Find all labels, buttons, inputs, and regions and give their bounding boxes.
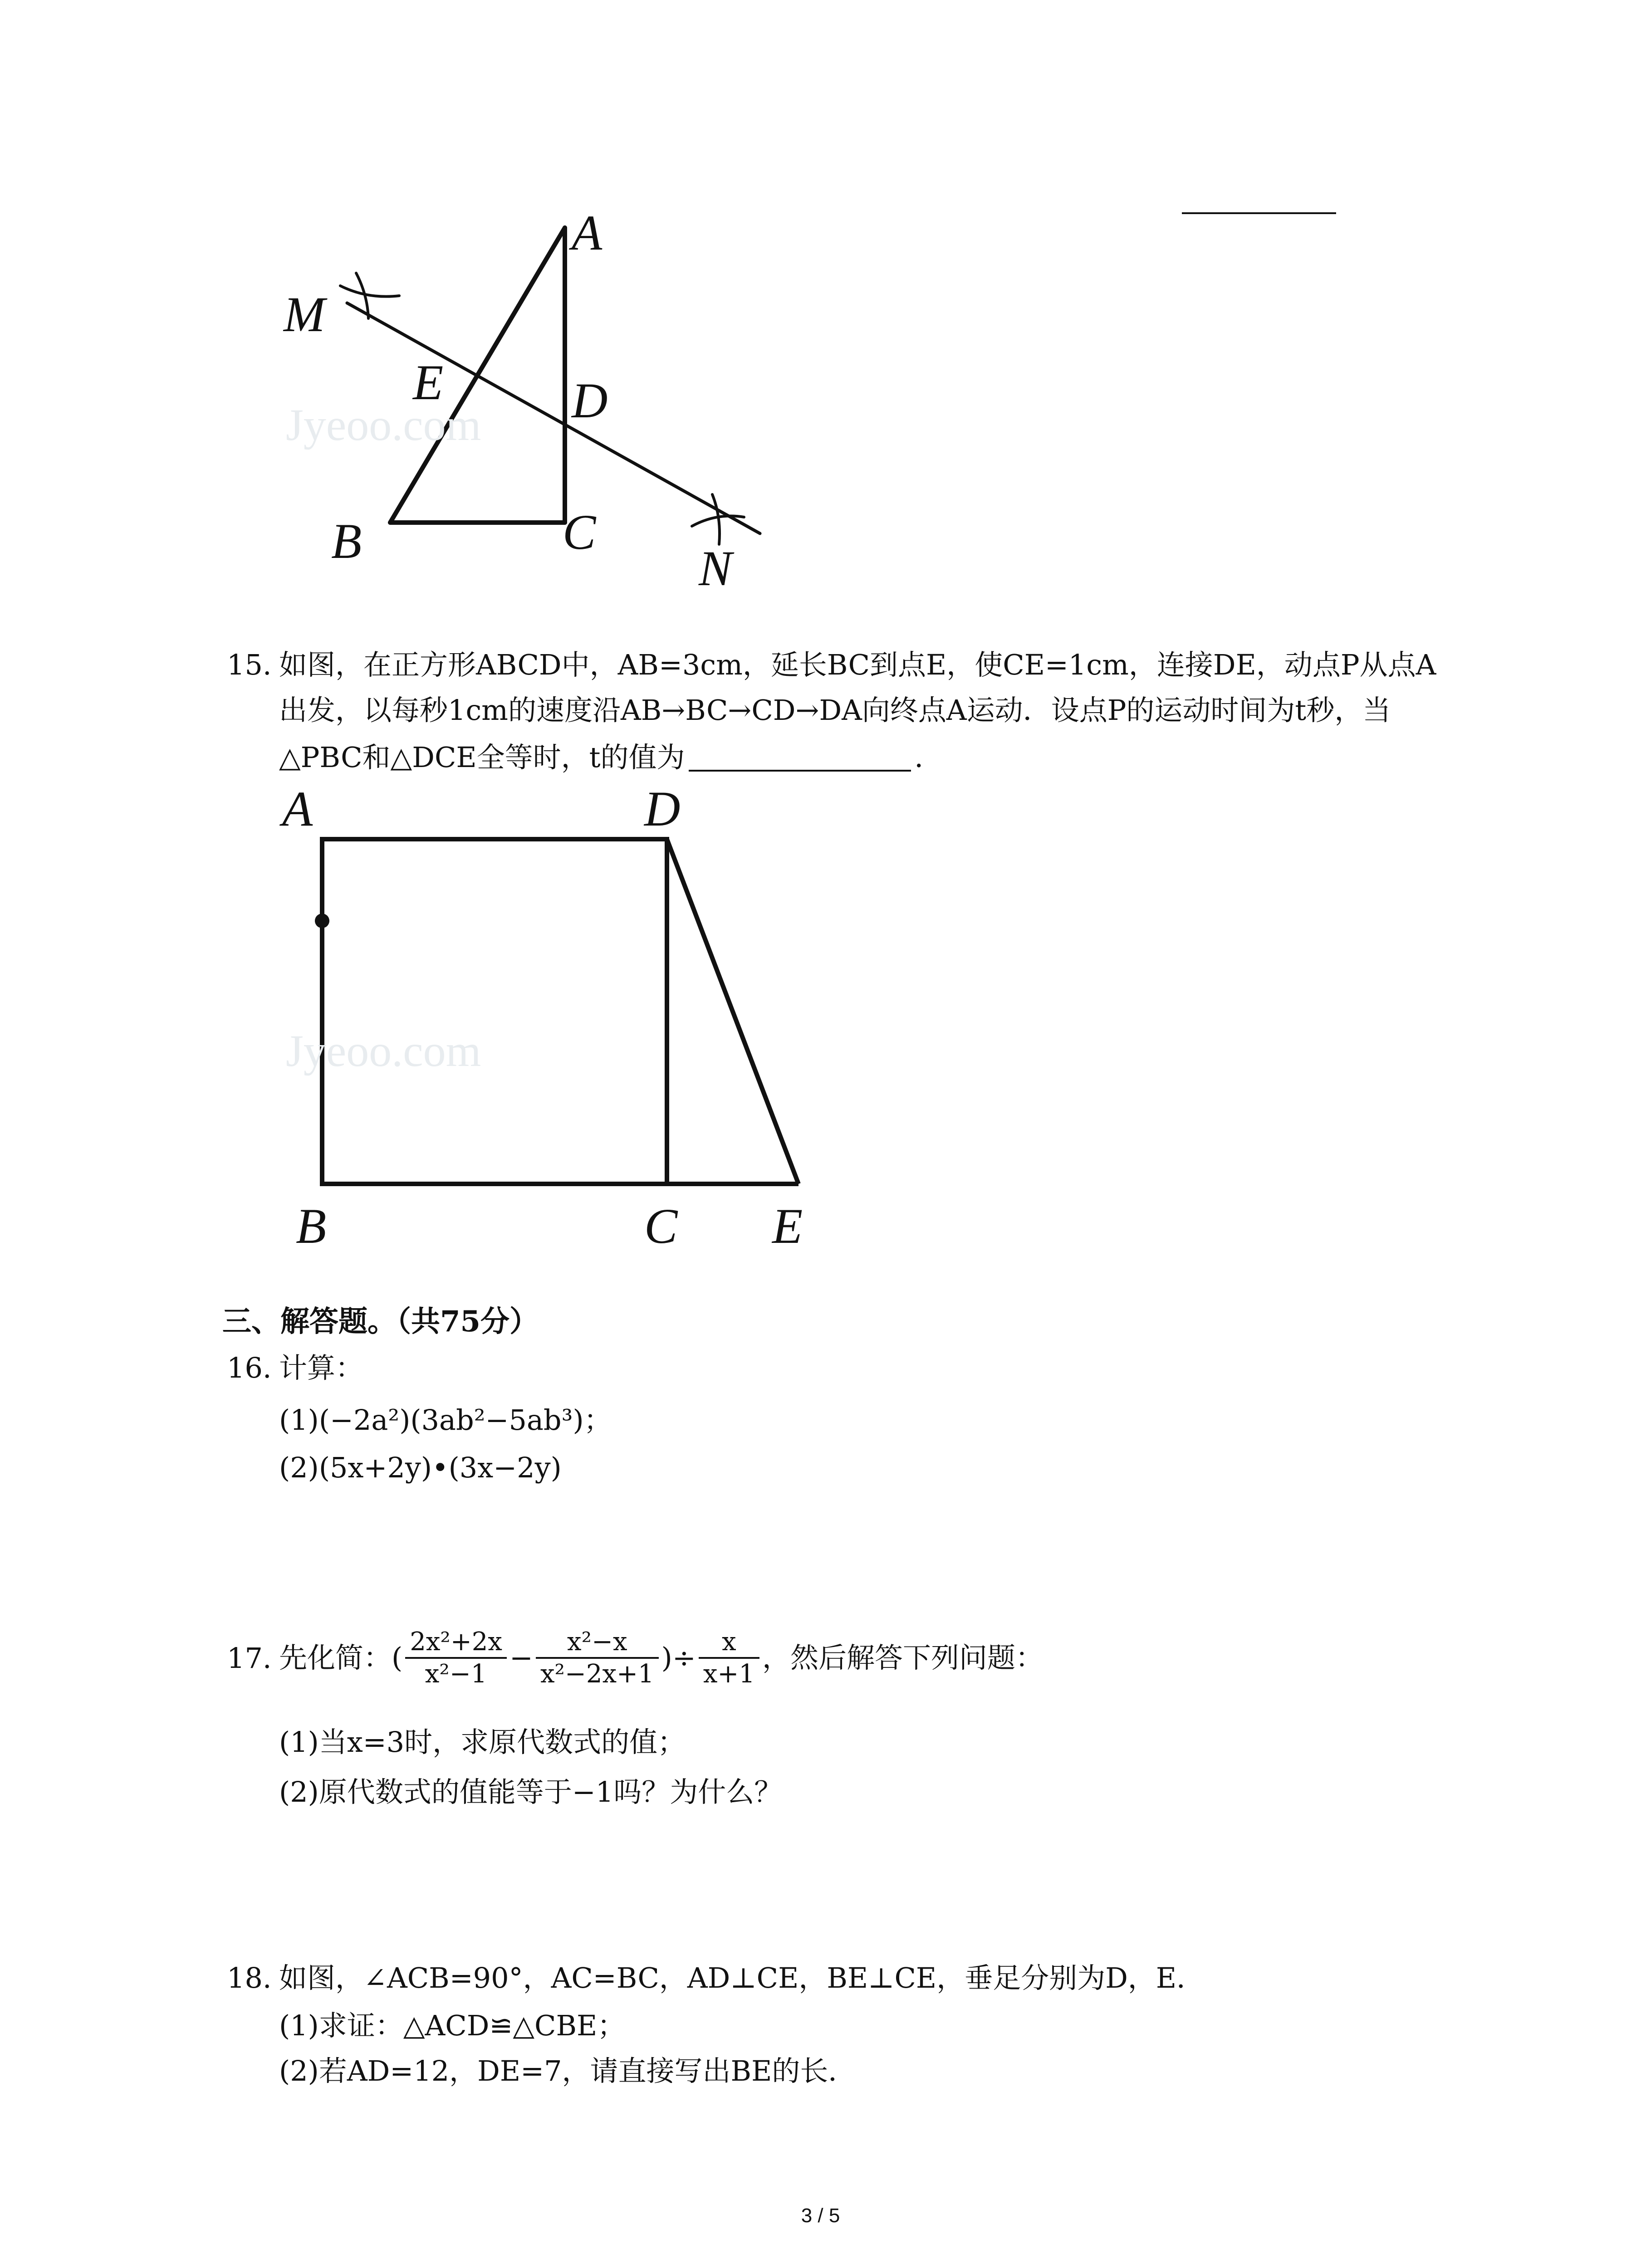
q16-part1: (1)(−2a²)(3ab²−5ab³)； bbox=[279, 1403, 612, 1437]
figure-14-triangle-bisector bbox=[263, 200, 798, 599]
q15-line3 bbox=[279, 742, 943, 772]
label-D: D bbox=[644, 785, 681, 836]
q15-line3-end: ． bbox=[914, 741, 943, 774]
segment-DE bbox=[667, 839, 798, 1184]
watermark: Jyeoo.com bbox=[286, 400, 481, 450]
label-E: E bbox=[772, 1198, 803, 1254]
section-3-heading: 三、解答题。（共75分） bbox=[222, 1305, 539, 1339]
q15-line2: 出发，以每秒1cm的速度沿AB→BC→CD→DA向终点A运动．设点P的运动时间为t秒，当 bbox=[279, 694, 1391, 727]
label-D: D bbox=[572, 373, 608, 428]
q18-line1: 如图，∠ACB=90°，AC=BC，AD⊥CE，BE⊥CE，垂足分别为D，E． bbox=[279, 1961, 1205, 1994]
q16-number: 16. bbox=[227, 1351, 272, 1384]
fraction-3-numerator: x bbox=[699, 1627, 759, 1659]
answer-blank-top bbox=[1182, 191, 1336, 214]
label-C: C bbox=[563, 504, 596, 560]
q17-expression bbox=[279, 1617, 1043, 1699]
q18-part2: (2)若AD=12，DE=7，请直接写出BE的长． bbox=[279, 2054, 857, 2087]
watermark: Jyeoo.com bbox=[286, 1026, 481, 1076]
answer-blank-q15 bbox=[689, 742, 911, 772]
label-E: E bbox=[413, 355, 444, 410]
fraction-2 bbox=[536, 1627, 659, 1689]
q17-suffix: ，然后解答下列问题： bbox=[762, 1641, 1043, 1674]
q15-line1: 如图，在正方形ABCD中，AB=3cm，延长BC到点E，使CE=1cm，连接DE，动点P从点A bbox=[279, 648, 1436, 681]
label-M: M bbox=[284, 287, 325, 342]
q16-title: 计算： bbox=[279, 1351, 364, 1384]
q17-number: 17. bbox=[227, 1642, 272, 1675]
q17-prefix: 先化简：( bbox=[279, 1641, 403, 1674]
square-ABCD bbox=[322, 839, 667, 1184]
fraction-1 bbox=[405, 1627, 507, 1689]
fraction-1-denominator: x²−1 bbox=[425, 1659, 487, 1689]
q17-part1: (1)当x=3时，求原代数式的值； bbox=[279, 1725, 686, 1759]
q18-part1: (1)求证：△ACD≌△CBE； bbox=[279, 2009, 626, 2042]
q15-number: 15. bbox=[227, 648, 272, 681]
q17-part2: (2)原代数式的值能等于−1吗？为什么？ bbox=[279, 1775, 783, 1809]
label-N: N bbox=[699, 541, 732, 596]
divide-sign: )÷ bbox=[661, 1641, 696, 1674]
fraction-2-numerator: x²−x bbox=[536, 1627, 659, 1659]
fraction-1-numerator: 2x²+2x bbox=[405, 1627, 507, 1659]
arc-mark-N-2 bbox=[712, 494, 720, 544]
page-number: 3 / 5 bbox=[801, 2204, 840, 2227]
label-B: B bbox=[296, 1198, 327, 1254]
label-A: A bbox=[282, 785, 313, 836]
label-A: A bbox=[572, 205, 603, 260]
fraction-2-denominator: x²−2x+1 bbox=[540, 1659, 654, 1689]
q15-line3-text: △PBC和△DCE全等时，t的值为 bbox=[279, 741, 685, 774]
fraction-3-denominator: x+1 bbox=[703, 1659, 755, 1689]
point-P bbox=[315, 914, 329, 928]
minus-sign: − bbox=[509, 1641, 533, 1674]
q16-part2: (2)(5x+2y)•(3x−2y) bbox=[279, 1451, 562, 1484]
figure-15-square bbox=[272, 785, 862, 1266]
arc-mark-M-1 bbox=[340, 286, 399, 297]
label-C: C bbox=[644, 1198, 678, 1254]
fraction-3 bbox=[699, 1627, 759, 1689]
q18-number: 18. bbox=[227, 1961, 272, 1994]
label-B: B bbox=[331, 513, 362, 569]
